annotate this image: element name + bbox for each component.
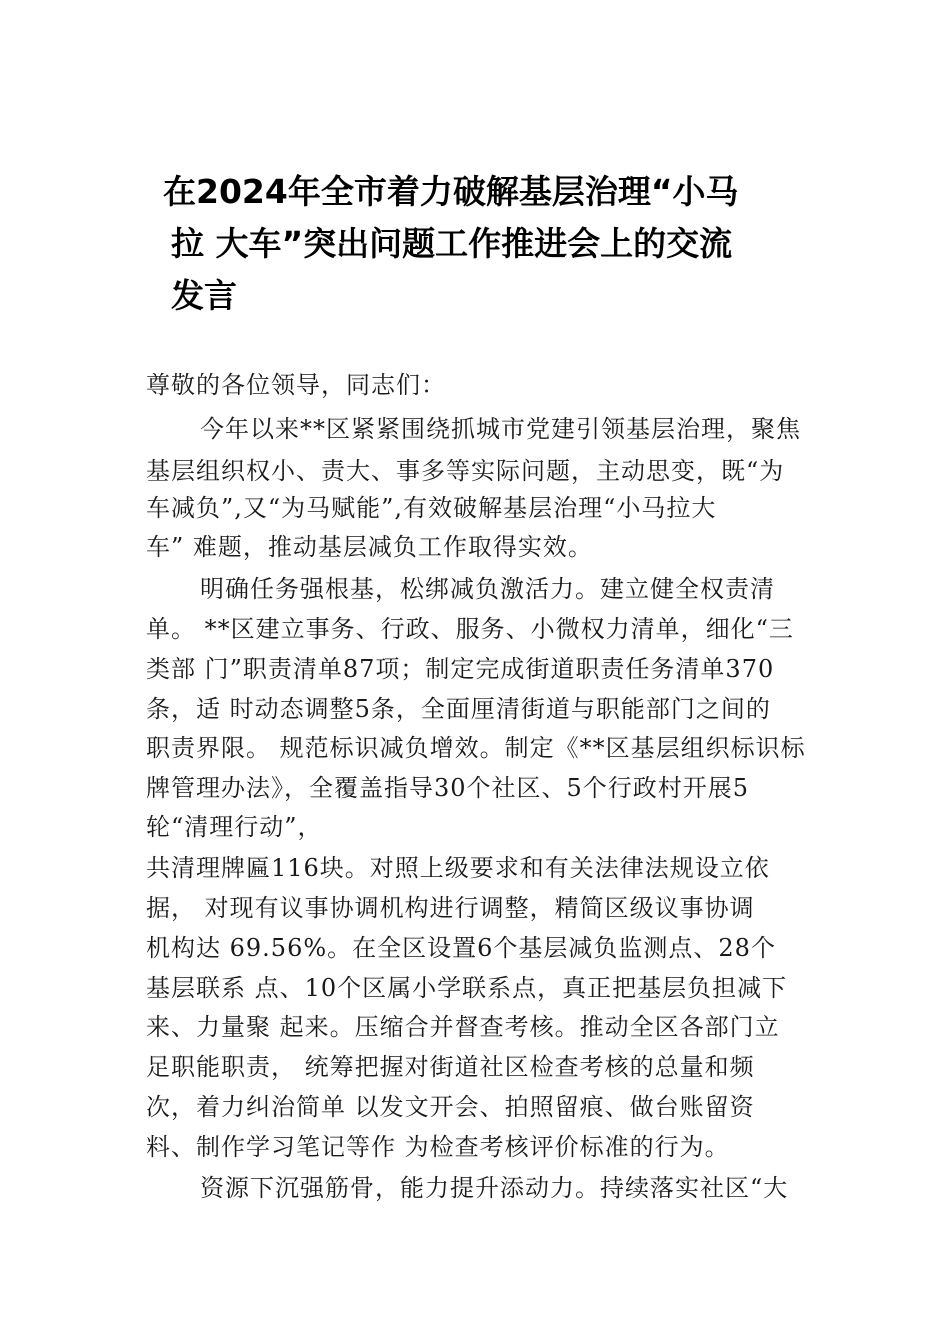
- paragraph-line: 共清理牌匾116块。对照上级要求和有关法律法规设立依: [146, 854, 770, 882]
- paragraph-line: 料、制作学习笔记等作 为检查考核评价标准的行为。: [146, 1133, 730, 1161]
- document-title: [163, 166, 803, 322]
- paragraph-line: 条，适 时动态调整5条，全面厘清街道与职能部门之间的: [146, 695, 771, 723]
- paragraph-line: 基层联系 点、10个区属小学联系点，真正把基层负担减下: [146, 974, 788, 1002]
- paragraph-line: 资源下沉强筋骨，能力提升添动力。持续落实社区“大: [200, 1174, 789, 1202]
- paragraph-line: 来、力量聚 起来。压缩合并督查考核。推动全区各部门立: [146, 1013, 780, 1041]
- paragraph-line: 据， 对现有议事协调机构进行调整，精简区级议事协调: [146, 894, 755, 922]
- title-line: 在2024年全市着力破解基层治理“小马: [163, 172, 739, 211]
- paragraph-line: 足职能职责， 统筹把握对街道社区检查考核的总量和频: [146, 1053, 755, 1081]
- paragraph-line: 轮“清理行动”，: [146, 813, 323, 841]
- paragraph-line: 车减负”,又“为马赋能”,有效破解基层治理“小马拉大: [146, 494, 717, 522]
- paragraph-line: 车” 难题，推动基层减负工作取得实效。: [146, 533, 593, 561]
- paragraph-line: 次，着力纠治简单 以发文开会、拍照留痕、做台账留资: [146, 1093, 755, 1121]
- paragraph-line: 今年以来**区紧紧围绕抓城市党建引领基层治理，聚焦: [200, 415, 801, 443]
- paragraph-line: 类部 门”职责清单87项；制定完成街道职责任务清单370: [146, 655, 775, 683]
- paragraph-line: 职责界限。 规范标识减负增效。制定《**区基层组织标识标: [146, 734, 806, 762]
- paragraph-line: 基层组织权小、责大、事多等实际问题，主动思变，既“为: [146, 457, 785, 485]
- paragraph-line: 机构达 69.56%。在全区设置6个基层减负监测点、28个: [146, 934, 776, 962]
- title-line: 发言: [171, 276, 237, 315]
- paragraph-line: 单。 **区建立事务、行政、服务、小微权力清单，细化“三: [146, 615, 794, 643]
- paragraph-line: 明确任务强根基，松绑减负激活力。建立健全权责清: [200, 575, 775, 603]
- title-line: 拉 大车”突出问题工作推进会上的交流: [171, 224, 733, 263]
- salutation: 尊敬的各位领导，同志们：: [146, 371, 446, 399]
- paragraph-line: 牌管理办法》，全覆盖指导30个社区、5个行政村开展5: [146, 774, 750, 802]
